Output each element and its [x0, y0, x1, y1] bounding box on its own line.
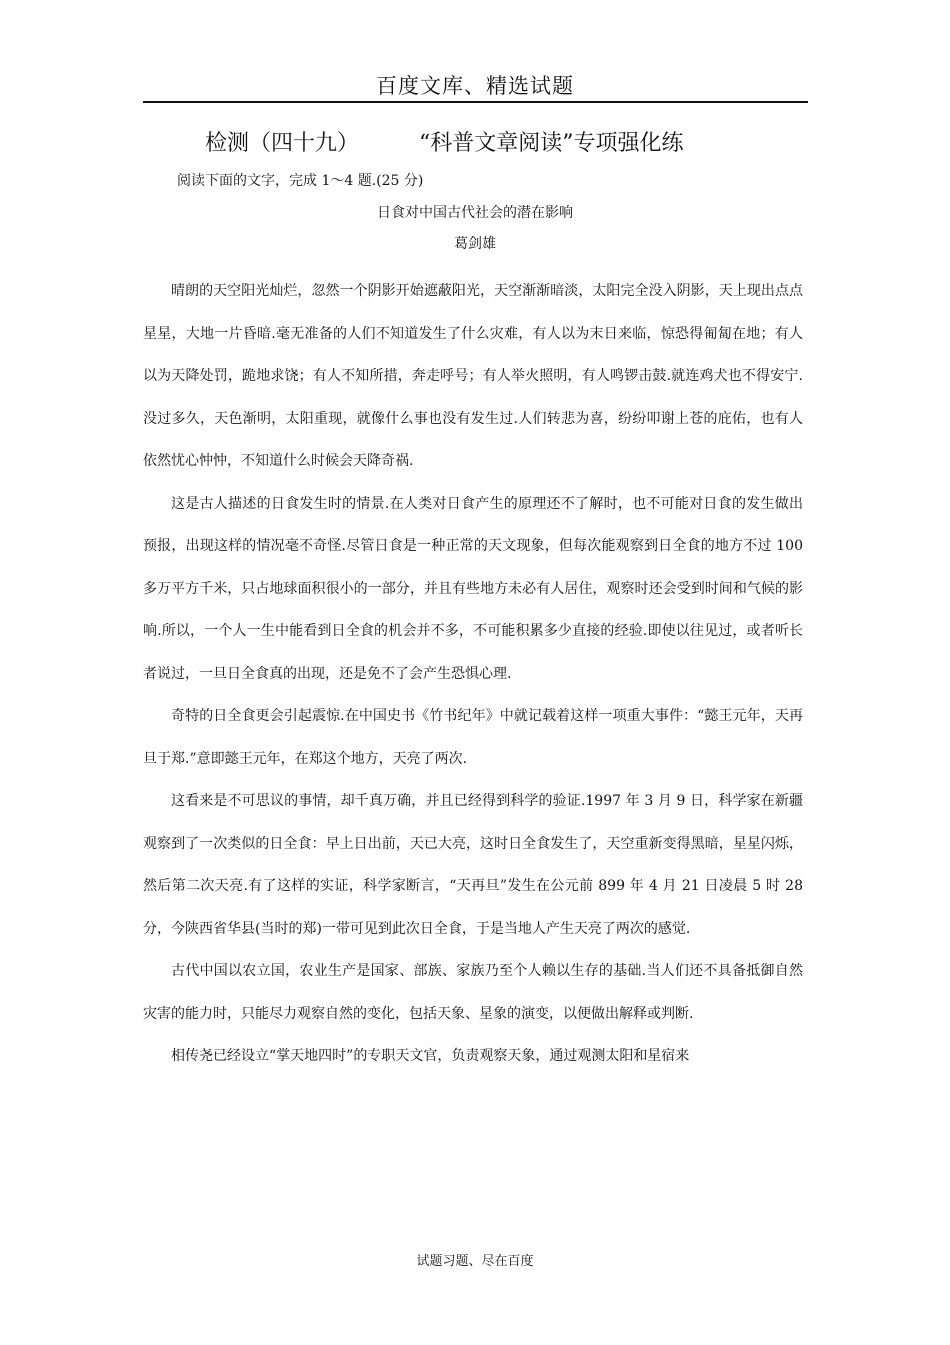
paragraph-2: 这是古人描述的日食发生时的情景.在人类对日食产生的原理还不了解时，也不可能对日食的发生做出预报，出现这样的情况毫不奇怪.尽管日食是一种正常的天文现象，但每次能观察到日全食的地方不过 100 多万平方千米，只占地球面积很小的一部分，并且有些地方未必有人居住，观察时还会受到时间和气候的影响.所以，一个人一生中能看到日全食的机会并不多，不可能积累多少直接的经验.即使以往见过，或者听长者说过，一旦日全食真的出现，还是免不了会产生恐惧心理.	[143, 495, 803, 682]
paragraph-1: 晴朗的天空阳光灿烂，忽然一个阴影开始遮蔽阳光，天空渐渐暗淡，太阳完全没入阴影，天上现出点点星星，大地一片昏暗.毫无准备的人们不知道发生了什么灾难，有人以为末日来临，惊恐得匍匐在地；有人以为天降处罚，跪地求饶；有人不知所措，奔走呼号；有人举火照明，有人鸣锣击鼓.就连鸡犬也不得安宁.没过多久，天色渐明，太阳重现，就像什么事也没有发生过.人们转悲为喜，纷纷叩谢上苍的庇佑，也有人依然忧心忡忡，不知道什么时候会天降奇祸.	[143, 283, 803, 469]
document-title-part-2: “科普文章阅读”专项强化练	[419, 131, 684, 156]
reading-instruction: 阅读下面的文字，完成 1～4 题.(25 分)	[177, 173, 424, 189]
paragraph-5: 古代中国以农立国，农业生产是国家、部族、家族乃至个人赖以生存的基础.当人们还不具备抵御自然灾害的能力时，只能尽力观察自然的变化，包括天象、星象的演变，以便做出解释或判断.	[143, 963, 803, 1022]
page-footer: 试题习题、尽在百度	[416, 1254, 534, 1269]
paragraph-6: 相传尧已经设立“掌天地四时”的专职天文官，负责观察天象，通过观测太阳和星宿来	[171, 1048, 690, 1064]
header-divider	[143, 101, 808, 103]
paragraph-3: 奇特的日全食更会引起震惊.在中国史书《竹书纪年》中就记载着这样一项重大事件：“懿王元年，天再旦于郑.”意即懿王元年，在郑这个地方，天亮了两次.	[143, 708, 803, 767]
article-author: 葛剑雄	[454, 236, 496, 252]
page-header-title: 百度文库、精选试题	[376, 74, 574, 98]
document-title	[205, 126, 765, 157]
article-body	[143, 270, 803, 1078]
document-title-part-1: 检测（四十九）	[205, 131, 360, 156]
article-title: 日食对中国古代社会的潜在影响	[377, 205, 573, 221]
paragraph-4: 这看来是不可思议的事情，却千真万确，并且已经得到科学的验证.1997 年 3 月 9 日，科学家在新疆观察到了一次类似的日全食：早上日出前，天已大亮，这时日全食发生了，天空重新变得黑暗，星星闪烁，然后第二次天亮.有了这样的实证，科学家断言，“天再旦”发生在公元前 899 年 4 月 21 日凌晨 5 时 28 分，今陕西省华县(当时的郑)一带可见到此次日全食，于是当地人产生天亮了两次的感觉.	[143, 793, 803, 937]
